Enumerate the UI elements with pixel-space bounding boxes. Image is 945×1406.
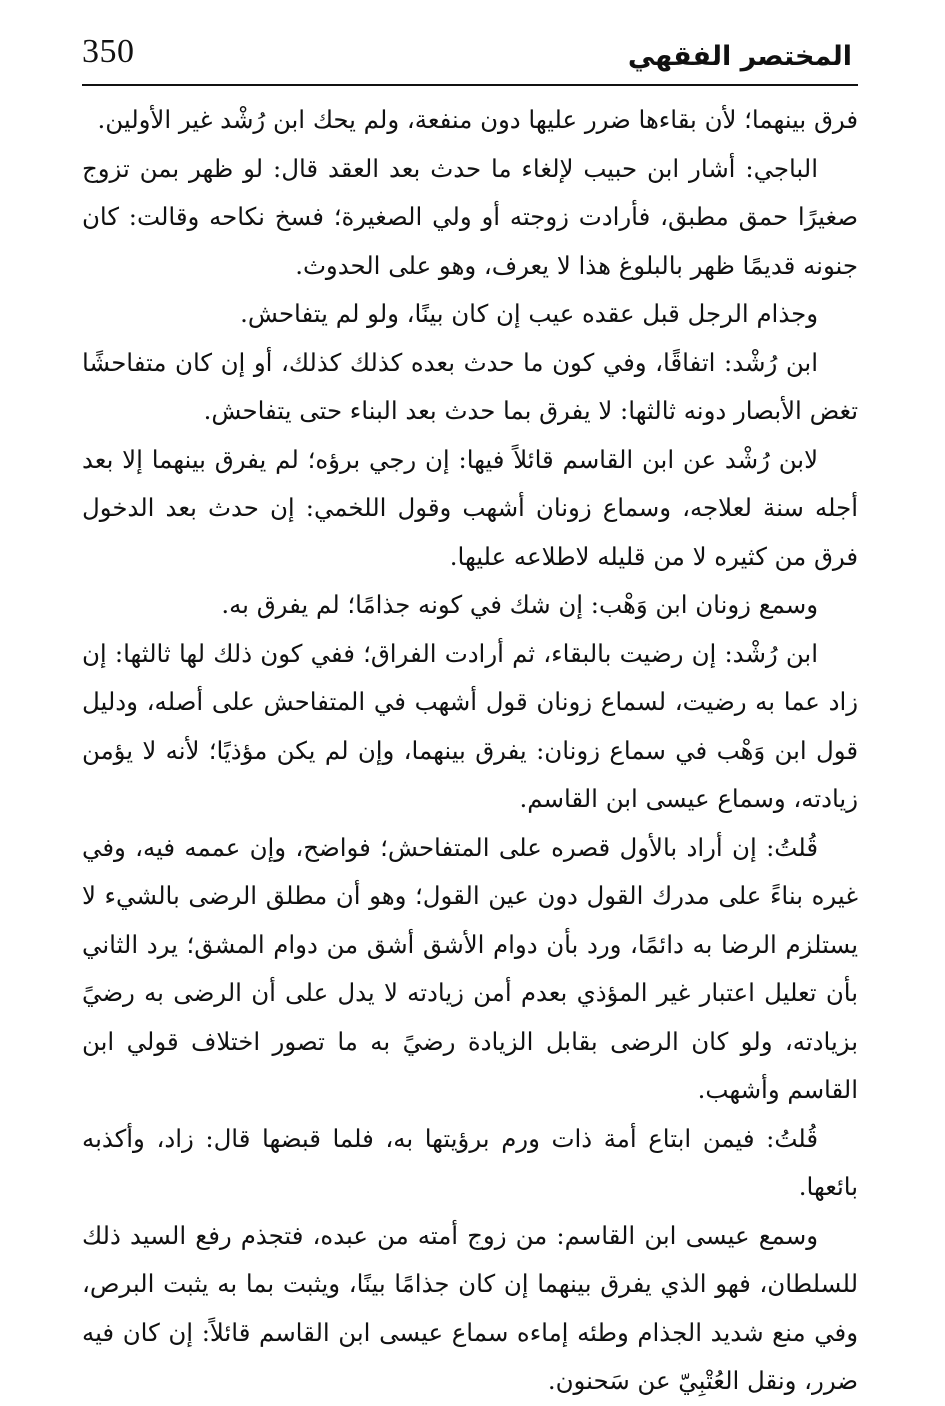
page-number: 350 (82, 33, 135, 70)
paragraph: فرق بينهما؛ لأن بقاءها ضرر عليها دون منفعة، ولم يحك ابن رُشْد غير الأولين. (97, 105, 858, 134)
paragraph: وسمع عيسى ابن القاسم: من زوج أمته من عبده، فتجذم رفع السيد ذلك للسلطان، فهو الذي يفرق بينهما إن كان جذامًا بينًا، ويثبت بما به يثبت البرص، وفي منع شديد الجذام وطئه إماءه سماع عيسى ابن القاسم قائلاً: إن كان فيه ضرر، ونقل العُتْبِيّ عن سَحنون. (82, 1220, 858, 1395)
book-page (82, 28, 858, 1395)
paragraph: ابن رُشْد: إن رضيت بالبقاء، ثم أرادت الفراق؛ ففي كون ذلك لها ثالثها: إن زاد عما به رضيت، لسماع زونان قول أشهب في المتفاحش على أصله، ودليل قول ابن وَهْب في سماع زونان: يفرق بينهما، وإن لم يكن مؤذيًا؛ لأنه لا يؤمن زيادته، وسماع عيسى ابن القاسم. (82, 638, 858, 813)
running-title: المختصر الفقهي (627, 41, 852, 72)
paragraph: قُلتُ: إن أراد بالأول قصره على المتفاحش؛ فواضح، وإن عممه فيه، وفي غيره بناءً على مدرك القول دون عين القول؛ وهو أن مطلق الرضى بالشيء لا يستلزم الرضا به دائمًا، ورد بأن دوام الأشق أشق من دوام المشق؛ يرد الثاني بأن تعليل اعتبار غير المؤذي بعدم أمن زيادته لا يدل على أن الرضى به رضيً بزيادته، ولو كان الرضى بقابل الزيادة رضيً به ما تصور اختلاف قولي ابن القاسم وأشهب. (82, 832, 858, 1104)
paragraph: وجذام الرجل قبل عقده عيب إن كان بينًا، ولو لم يتفاحش. (240, 299, 818, 328)
paragraph: وسمع زونان ابن وَهْب: إن شك في كونه جذامًا؛ لم يفرق به. (221, 590, 818, 619)
paragraph: الباجي: أشار ابن حبيب لإلغاء ما حدث بعد العقد قال: لو ظهر بمن تزوج صغيرًا حمق مطبق، فأرادت زوجته أو ولي الصغيرة؛ فسخ نكاحه وقالت: كان جنونه قديمًا ظهر بالبلوغ هذا لا يعرف، وهو على الحدوث. (82, 153, 858, 280)
paragraph: ابن رُشْد: اتفاقًا، وفي كون ما حدث بعده كذلك كذلك، أو إن كان متفاحشًا تغض الأبصار دونه ثالثها: لا يفرق بما حدث بعد البناء حتى يتفاحش. (82, 347, 858, 425)
page-header (82, 28, 858, 86)
paragraph: قُلتُ: فيمن ابتاع أمة ذات ورم برؤيتها به، فلما قبضها قال: زاد، وأكذبه بائعها. (82, 1123, 858, 1201)
body-text (82, 96, 858, 1406)
paragraph: لابن رُشْد عن ابن القاسم قائلاً فيها: إن رجي برؤه؛ لم يفرق بينهما إلا بعد أجله سنة لعلاجه، وسماع زونان أشهب وقول اللخمي: إن حدث بعد الدخول فرق من كثيره لا من قليله لاطلاعه عليها. (82, 444, 858, 571)
